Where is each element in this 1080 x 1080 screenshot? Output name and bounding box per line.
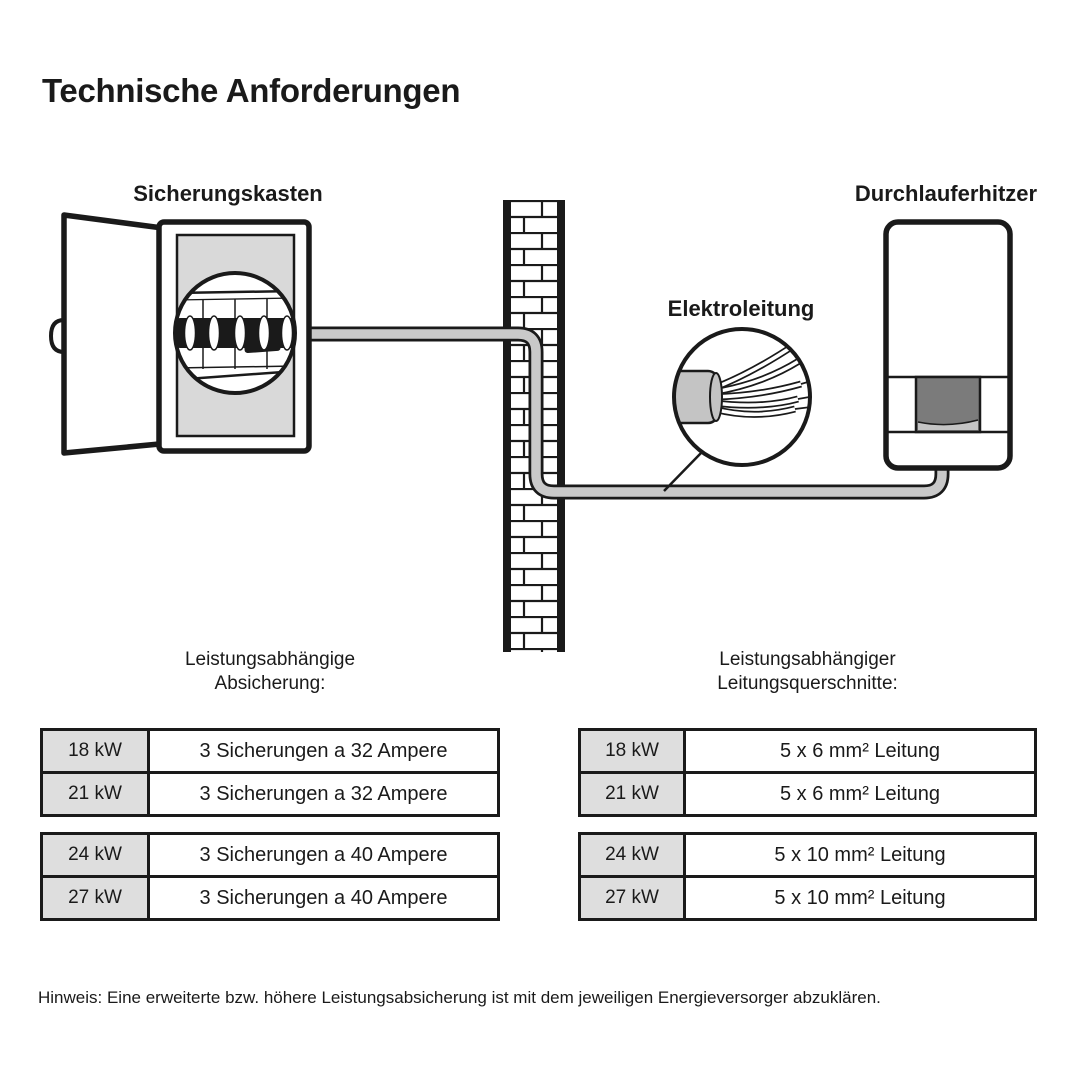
cross-section-value-cell: 5 x 6 mm² Leitung	[779, 739, 941, 762]
table-row	[581, 771, 1034, 814]
table-row	[581, 731, 1034, 771]
footnote: Hinweis: Eine erweiterte bzw. höhere Leistungsabsicherung ist mit dem jeweiligen Energieversorger abzuklären.	[38, 988, 881, 1007]
power-cable	[305, 334, 942, 492]
power-cell: 18 kW	[581, 731, 686, 771]
water-heater	[886, 222, 1010, 468]
table-row	[43, 875, 497, 918]
power-cell: 24 kW	[43, 835, 150, 875]
fusing-value-cell: 3 Sicherungen a 40 Ampere	[199, 886, 448, 909]
table-row	[43, 771, 497, 814]
heater-label: Durchlauferhitzer	[854, 181, 1038, 206]
cross-section-table-heading	[578, 648, 1037, 696]
cable-cut-edge	[710, 373, 722, 421]
fusing-table-group-1	[40, 728, 500, 817]
page-title: Technische Anforderungen	[42, 72, 461, 109]
cross-section-table-group-2	[578, 832, 1037, 921]
fusing-table-group-2	[40, 832, 500, 921]
fuses	[176, 316, 296, 353]
power-cell: 18 kW	[43, 731, 150, 771]
fuse-box	[51, 215, 309, 453]
table-row	[581, 835, 1034, 875]
fusing-heading-line2: Absicherung:	[214, 673, 326, 694]
cross-section-value-cell: 5 x 10 mm² Leitung	[774, 843, 946, 866]
fuse-box-label: Sicherungskasten	[133, 181, 323, 206]
cable-magnifier	[664, 329, 818, 491]
fuse-magnifier	[173, 273, 297, 393]
cross-section-value-cell: 5 x 6 mm² Leitung	[779, 782, 941, 805]
heater-display	[916, 377, 980, 432]
fusing-value-cell: 3 Sicherungen a 40 Ampere	[199, 843, 448, 866]
power-cell: 21 kW	[43, 774, 150, 814]
cable-label: Elektroleitung	[667, 296, 815, 321]
fusing-value-cell: 3 Sicherungen a 32 Ampere	[199, 739, 448, 762]
table-row	[581, 875, 1034, 918]
fusing-table-heading	[40, 648, 500, 696]
power-cell: 24 kW	[581, 835, 686, 875]
power-cell: 27 kW	[581, 878, 686, 918]
cross-section-heading-line1: Leistungsabhängiger	[719, 649, 896, 670]
cross-section-value-cell: 5 x 10 mm² Leitung	[774, 886, 946, 909]
power-cell: 27 kW	[43, 878, 150, 918]
power-cell: 21 kW	[581, 774, 686, 814]
table-row	[43, 835, 497, 875]
table-row	[43, 731, 497, 771]
fuse-box-door	[64, 215, 170, 453]
cross-section-heading-line2: Leitungsquerschnitte:	[717, 673, 898, 694]
fusing-heading-line1: Leistungsabhängige	[184, 649, 356, 670]
cross-section-table-group-1	[578, 728, 1037, 817]
fusing-value-cell: 3 Sicherungen a 32 Ampere	[199, 782, 448, 805]
